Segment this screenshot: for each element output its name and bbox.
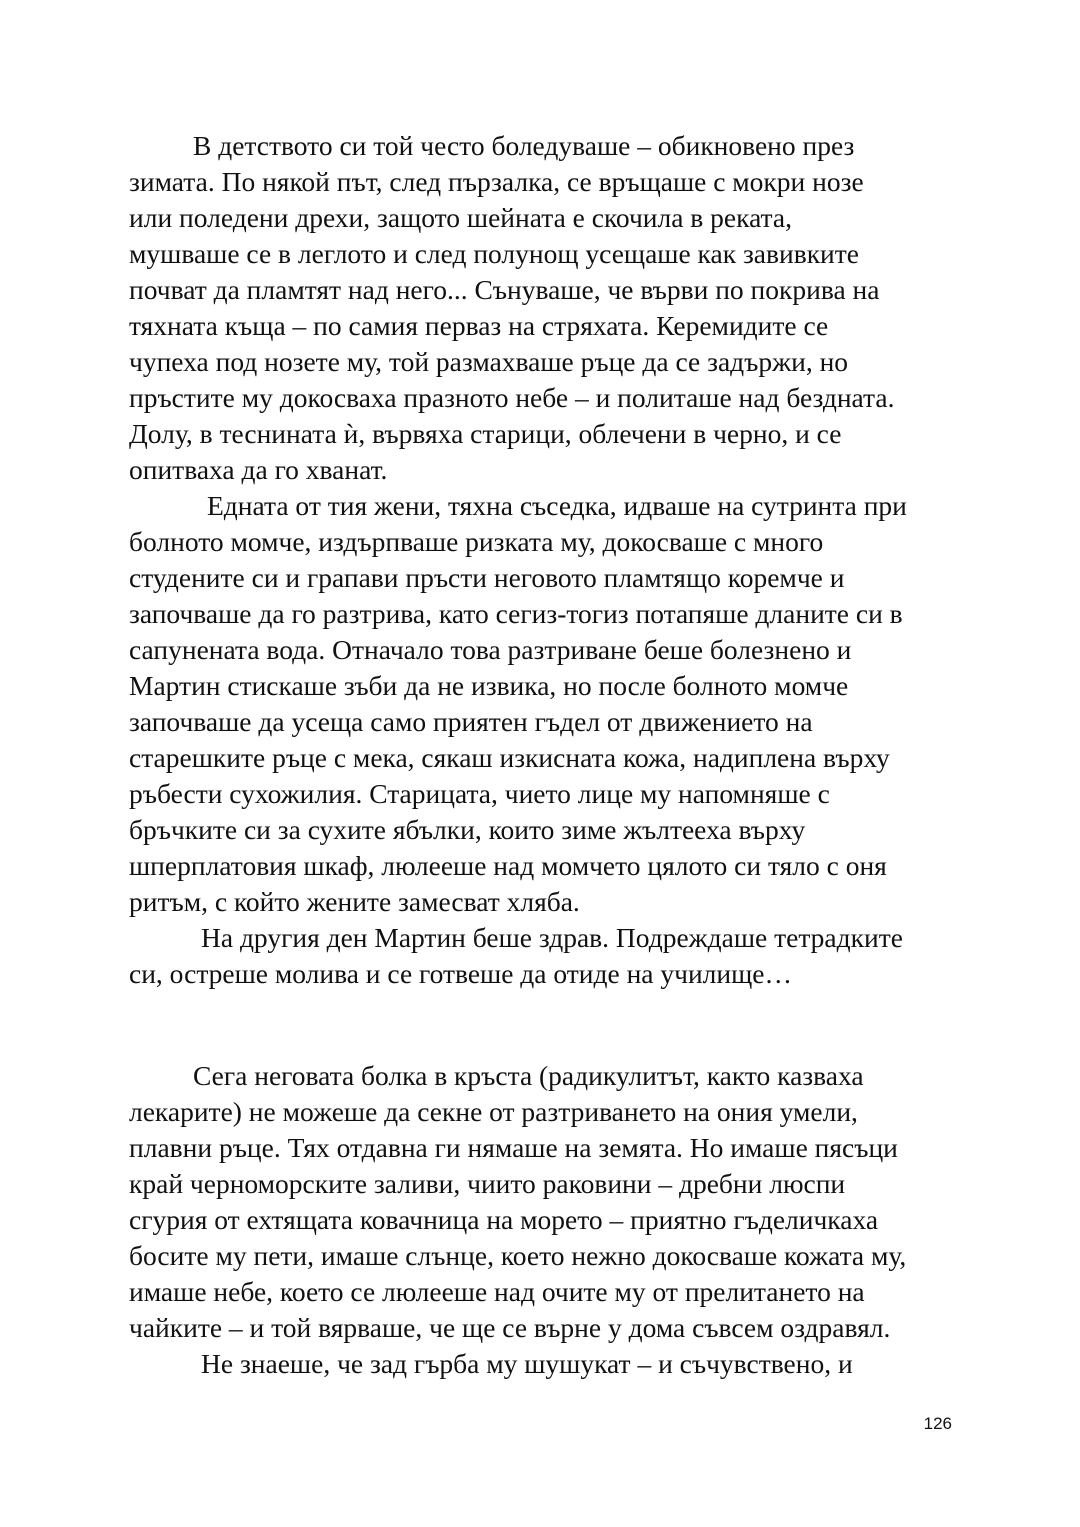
text-line: плавни ръце. Тях отдавна ги нямаше на земята. Но имаше пясъци (129, 1132, 898, 1163)
text-line: опитваха да го хванат. (129, 454, 388, 485)
text-line: зимата. По някой път, след пързалка, се връщаше с мокри нозе (129, 166, 864, 197)
text-line: започваше да усеща само приятен гъдел от движението на (129, 706, 813, 737)
body-text-section-1 (129, 128, 959, 992)
text-line: студените си и грапави пръсти неговото пламтящо коремче и (129, 562, 845, 593)
text-line: ритъм, с който жените замесват хляба. (129, 886, 580, 917)
text-line: започваше да го разтрива, като сегиз-тогиз потапяше дланите си в (129, 598, 903, 629)
text-line: Долу, в теснината ѝ, вървяха старици, облечени в черно, и се (129, 418, 842, 449)
text-line: Сега неговата болка в кръста (радикулитът, както казваха (193, 1060, 864, 1091)
text-line: имаше небе, което се люлееше над очите му от прелитането на (129, 1276, 865, 1307)
text-line: Не знаеше, че зад гърба му шушукат – и съчувствено, и (201, 1348, 853, 1379)
text-line: почват да пламтят над него... Сънуваше, че върви по покрива на (129, 274, 880, 305)
text-line: пръстите му докосваха празното небе – и политаше над бездната. (129, 382, 895, 413)
text-line: сгурия от ехтящата ковачница на морето – приятно гъделичкаха (129, 1204, 879, 1235)
text-line: си, остреше молива и се готвеше да отиде на училище… (129, 958, 792, 989)
text-line: край черноморските заливи, чиито раковини – дребни люспи (129, 1168, 846, 1199)
text-line: чупеха под нозете му, той размахваше ръце да се задържи, но (129, 346, 849, 377)
text-line: шперплатовия шкаф, люлееше над момчето цялото си тяло с оня (129, 850, 887, 881)
body-text-section-2 (129, 1058, 959, 1382)
text-line: тяхната къща – по самия перваз на стряхата. Керемидите се (129, 310, 829, 341)
text-line: бръчките си за сухите ябълки, които зиме жълтееха върху (129, 814, 806, 845)
page-number: 126 (923, 1414, 952, 1433)
text-line: Едната от тия жени, тяхна съседка, идваше на сутринта при (207, 490, 907, 521)
text-line: старешките ръце с мека, сякаш изкисната кожа, надиплена върху (129, 742, 890, 773)
text-line: босите му пети, имаше слънце, което нежно докосваше кожата му, (129, 1240, 907, 1271)
text-line: чайките – и той вярваше, че ще се върне у дома съвсем оздравял. (129, 1312, 891, 1343)
text-line: ръбести сухожилия. Старицата, чието лице му напомняше с (129, 778, 830, 809)
text-line: мушваше се в леглото и след полунощ усещаше как завивките (129, 238, 859, 269)
text-line: В детството си той често боледуваше – обикновено през (193, 130, 855, 161)
text-line: сапунената вода. Отначало това разтриване беше болезнено и (129, 634, 852, 665)
text-line: На другия ден Мартин беше здрав. Подреждаше тетрадките (201, 922, 903, 953)
text-line: или поледени дрехи, защото шейната е скочила в реката, (129, 202, 792, 233)
text-line: болното момче, издърпваше ризката му, докосваше с много (129, 526, 824, 557)
text-line: Мартин стискаше зъби да не извика, но после болното момче (129, 670, 849, 701)
text-line: лекарите) не можеше да секне от разтриването на ония умели, (129, 1096, 858, 1127)
